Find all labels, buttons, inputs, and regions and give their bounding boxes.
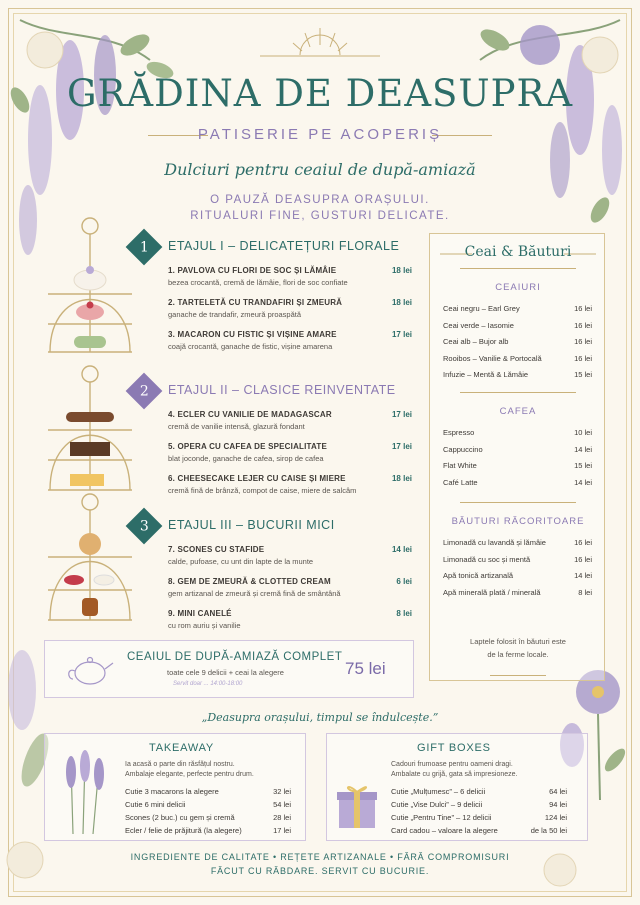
drink-name: Apă tonică artizanală bbox=[443, 571, 514, 580]
drinks-section-rule bbox=[460, 502, 576, 503]
menu-item-desc: blat joconde, ganache de cafea, sirop de cafea bbox=[168, 454, 324, 463]
page-subtitle: PATISERIE PE ACOPERIȘ bbox=[197, 126, 443, 143]
drink-name: Rooibos – Vanilie & Portocală bbox=[443, 353, 542, 363]
takeaway-desc-1: Ia acasă o parte din răsfățul nostru. bbox=[125, 761, 235, 768]
tier-number: 1 bbox=[139, 238, 149, 255]
drink-price: 8 lei bbox=[578, 587, 592, 597]
quote: „Deasupra orașului, timpul se îndulcește.” bbox=[201, 711, 439, 724]
drinks-title: Ceai & Băuturi bbox=[464, 244, 572, 260]
takeaway-row-label: Ecler / felie de prăjitură (la alegere) bbox=[125, 826, 242, 835]
intro-line-1: O PAUZĂ DEASUPRA ORAȘULUI. bbox=[210, 194, 430, 206]
menu-item-name: 6. CHEESECAKE LEJER CU CAISE ȘI MIERE bbox=[168, 474, 346, 483]
complete-tea-box bbox=[44, 640, 414, 698]
drink-price: 15 lei bbox=[574, 370, 592, 379]
menu-item-name: 1. PAVLOVA CU FLORI DE SOC ȘI LĂMÂIE bbox=[168, 266, 337, 275]
takeaway-row-price: 28 lei bbox=[273, 813, 291, 822]
drinks-panel bbox=[429, 233, 605, 681]
drink-price: 14 lei bbox=[574, 477, 592, 487]
drinks-section-rule bbox=[460, 392, 576, 393]
gift-row-price: 124 lei bbox=[544, 813, 567, 822]
gift-row-price: 94 lei bbox=[549, 800, 567, 809]
complete-desc: toate cele 9 delicii + ceai la alegere bbox=[167, 668, 284, 677]
drink-name: Limonadă cu lavandă și lămâie bbox=[443, 538, 546, 547]
menu-item-price: 18 lei bbox=[391, 266, 412, 275]
lavender-icon bbox=[53, 744, 113, 840]
drink-price: 14 lei bbox=[574, 571, 592, 580]
drink-price: 16 lei bbox=[574, 320, 592, 330]
tier-title: ETAJUL II – CLASICE REINVENTATE bbox=[168, 383, 396, 397]
drink-price: 16 lei bbox=[574, 538, 592, 547]
intro-line-2: RITUALURI FINE, GUSTURI DELICATE. bbox=[190, 210, 450, 222]
menu-item-desc: ganache de trandafir, zmeură proaspătă bbox=[168, 310, 302, 319]
drink-price: 16 lei bbox=[574, 554, 592, 564]
menu-item-price: 17 lei bbox=[391, 410, 412, 419]
drink-name: Infuzie – Mentă & Lămâie bbox=[443, 370, 529, 379]
drink-price: 14 lei bbox=[574, 444, 592, 454]
drink-name: Espresso bbox=[443, 428, 475, 437]
menu-item-price: 18 lei bbox=[391, 298, 412, 307]
gift-box-icon bbox=[335, 780, 379, 830]
tier-title: ETAJUL III – BUCURII MICI bbox=[168, 518, 335, 532]
drink-name: Ceai verde – Iasomie bbox=[443, 320, 514, 330]
takeaway-row-price: 54 lei bbox=[273, 800, 291, 809]
menu-item-price: 6 lei bbox=[396, 577, 412, 586]
complete-title: CEAIUL DE DUPĂ-AMIAZĂ COMPLET bbox=[127, 651, 343, 663]
takeaway-row-label: Scones (2 buc.) cu gem și cremă bbox=[125, 813, 235, 822]
drinks-section-title: CEAIURI bbox=[495, 282, 541, 293]
drink-price: 16 lei bbox=[574, 353, 592, 363]
complete-script: Servit doar ... 14:00-18:00 bbox=[173, 681, 243, 687]
gift-row-label: Cutie „Pentru Tine” – 12 delicii bbox=[391, 813, 492, 822]
menu-item-name: 8. GEM DE ZMEURĂ & CLOTTED CREAM bbox=[168, 577, 331, 586]
drink-name: Ceai negru – Earl Grey bbox=[443, 304, 520, 313]
footer-line-1: INGREDIENTE DE CALITATE • REȚETE ARTIZANALE • FĂRĂ COMPROMISURI bbox=[130, 852, 510, 862]
menu-item-name: 3. MACARON CU FISTIC ȘI VIȘINE AMARE bbox=[168, 330, 337, 339]
drinks-section-rule bbox=[460, 268, 576, 269]
menu-item-price: 18 lei bbox=[391, 474, 412, 483]
menu-item-name: 5. OPERA CU CAFEA DE SPECIALITATE bbox=[168, 442, 328, 451]
menu-item-desc: bezea crocantă, cremă de lămâie, flori de soc confiate bbox=[168, 278, 348, 287]
drink-name: Flat White bbox=[443, 461, 477, 470]
gift-row-label: Cutie „Vise Dulci” – 9 delicii bbox=[391, 800, 483, 809]
sunburst-icon bbox=[260, 28, 380, 56]
drinks-note-1: Laptele folosit în băuturi este bbox=[470, 637, 566, 646]
tier-number: 3 bbox=[139, 517, 149, 534]
drink-price: 10 lei bbox=[574, 428, 592, 437]
drinks-note-2: de la ferme locale. bbox=[487, 650, 549, 659]
gift-row-label: Cutie „Mulțumesc” – 6 delicii bbox=[391, 787, 486, 796]
tier-number: 2 bbox=[139, 382, 149, 399]
cake-stands-illustration bbox=[40, 212, 140, 632]
menu-item-desc: gem artizanal de zmeură și cremă fină de smântână bbox=[168, 589, 341, 598]
menu-item-desc: cu rom auriu și vanilie bbox=[168, 621, 241, 630]
gift-desc-2: Ambalate cu grijă, gata să impresioneze. bbox=[391, 771, 518, 778]
drink-price: 16 lei bbox=[574, 304, 592, 313]
footer-line-2: FĂCUT CU RĂBDARE. SERVIT CU BUCURIE. bbox=[210, 866, 430, 876]
menu-item-desc: cremă fină de brânză, compot de caise, miere de salcâm bbox=[168, 486, 357, 495]
drink-name: Apă minerală plată / minerală bbox=[443, 587, 541, 597]
gift-boxes-box bbox=[326, 733, 588, 841]
script-tagline: Dulciuri pentru ceaiul de după-amiază bbox=[164, 160, 476, 179]
takeaway-box bbox=[44, 733, 306, 841]
takeaway-row-label: Cutie 6 mini delicii bbox=[125, 800, 186, 809]
menu-item-desc: cremă de vanilie intensă, glazură fondant bbox=[168, 422, 305, 431]
drink-name: Cappuccino bbox=[443, 444, 483, 454]
teapot-icon bbox=[65, 649, 115, 689]
menu-item-name: 4. ECLER CU VANILIE DE MADAGASCAR bbox=[168, 410, 332, 419]
drinks-section-title: CAFEA bbox=[499, 406, 537, 417]
tier-title: ETAJUL I – DELICATEȚURI FLORALE bbox=[168, 239, 400, 253]
gift-row-price: de la 50 lei bbox=[530, 826, 567, 835]
takeaway-desc-2: Ambalaje elegante, perfecte pentru drum. bbox=[125, 771, 254, 778]
menu-item-desc: calde, pufoase, cu unt din lapte de la munte bbox=[168, 557, 314, 566]
gift-row-price: 64 lei bbox=[549, 787, 567, 796]
drinks-section-title: BĂUTURI RĂCORITOARE bbox=[451, 516, 585, 527]
menu-item-name: 7. SCONES CU STAFIDE bbox=[168, 545, 265, 554]
gift-title: GIFT BOXES bbox=[417, 742, 491, 754]
gift-row-label: Card cadou – valoare la alegere bbox=[391, 826, 498, 835]
menu-item-price: 14 lei bbox=[391, 545, 412, 554]
drink-price: 15 lei bbox=[574, 461, 592, 470]
menu-item-name: 2. TARTELETĂ CU TRANDAFIRI ȘI ZMEURĂ bbox=[168, 298, 343, 307]
menu-item-desc: coajă crocantă, ganache de fistic, vișine amarena bbox=[168, 342, 333, 351]
takeaway-row-price: 32 lei bbox=[273, 787, 291, 796]
menu-item-price: 17 lei bbox=[391, 442, 412, 451]
page-title: GRĂDINA DE DEASUPRA bbox=[66, 72, 574, 115]
drink-name: Limonadă cu soc și mentă bbox=[443, 554, 531, 564]
drink-price: 16 lei bbox=[574, 337, 592, 346]
drink-name: Café Latte bbox=[443, 477, 478, 487]
complete-price: 75 lei bbox=[345, 659, 386, 678]
takeaway-row-label: Cutie 3 macarons la alegere bbox=[125, 787, 219, 796]
takeaway-row-price: 17 lei bbox=[273, 826, 291, 835]
menu-item-price: 17 lei bbox=[391, 330, 412, 339]
drinks-bottom-rule bbox=[490, 675, 546, 676]
takeaway-title: TAKEAWAY bbox=[149, 742, 215, 754]
menu-item-price: 8 lei bbox=[396, 609, 412, 618]
gift-desc-1: Cadouri frumoase pentru oameni dragi. bbox=[391, 761, 513, 768]
menu-item-name: 9. MINI CANELÉ bbox=[168, 609, 232, 618]
drink-name: Ceai alb – Bujor alb bbox=[443, 337, 509, 346]
